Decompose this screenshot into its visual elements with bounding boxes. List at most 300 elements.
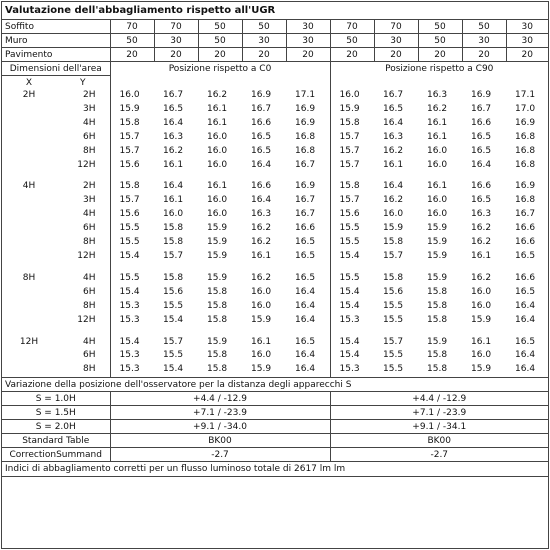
ugr-value-c0: 16.0 <box>119 90 140 100</box>
ugr-value-c0: 15.3 <box>119 300 140 311</box>
ugr-value-c90: 15.8 <box>339 117 360 128</box>
gap-cell <box>110 172 330 180</box>
ugr-value-c90: 15.9 <box>427 223 448 234</box>
ugr-value-c0: 15.8 <box>207 286 228 297</box>
y-dimension: 8H <box>56 363 110 377</box>
ugr-value-c90: 15.5 <box>383 314 404 325</box>
ugr-value-c0: 16.4 <box>286 349 330 363</box>
ugr-value-c0: 16.1 <box>251 250 272 261</box>
x-dimension <box>2 349 56 363</box>
y-dimension: 8H <box>56 236 110 250</box>
section-header <box>2 62 548 76</box>
x-label: X <box>25 77 33 88</box>
table-row <box>2 208 548 222</box>
ugr-value-c0: 15.4 <box>119 336 140 347</box>
ugr-value-c0: 16.1 <box>207 117 228 128</box>
table-row <box>2 300 548 314</box>
ugr-value-c0: 16.8 <box>286 145 330 159</box>
ugr-value-c0: 16.6 <box>251 181 272 192</box>
ugr-value-c90: 16.1 <box>427 181 448 192</box>
ugr-value-c0: 15.9 <box>207 336 228 347</box>
correction-summand-c0: -2.7 <box>110 448 330 462</box>
variation-c0: +7.1 / -23.9 <box>110 406 330 420</box>
reflectance-value: 70 <box>374 20 418 34</box>
reflectance-value: 50 <box>198 34 242 48</box>
ugr-value-c0: 16.6 <box>251 117 272 128</box>
reflectance-value: 50 <box>242 20 286 34</box>
reflectance-value: 50 <box>198 20 242 34</box>
ugr-value-c90: 15.8 <box>427 364 448 375</box>
ugr-value-c0: 16.5 <box>286 272 330 286</box>
variation-spacing: S = 1.5H <box>2 406 110 420</box>
ugr-value-c90: 16.5 <box>383 103 404 114</box>
ugr-value-c0: 16.4 <box>286 300 330 314</box>
ugr-value-c90: 15.7 <box>339 131 360 142</box>
ugr-value-c0: 16.4 <box>251 195 272 206</box>
ugr-value-c90: 15.4 <box>339 250 360 261</box>
ugr-value-c0: 15.6 <box>119 159 140 170</box>
ugr-value-c0: 15.4 <box>163 364 184 375</box>
reflectance-row <box>2 48 548 62</box>
standard-table-label: Standard Table <box>2 434 110 448</box>
y-dimension: 2H <box>56 180 110 194</box>
variation-row <box>2 392 548 406</box>
x-dimension: 12H <box>19 336 39 347</box>
ugr-value-c90: 16.2 <box>471 223 492 234</box>
gap-cell <box>56 264 110 272</box>
ugr-value-c0: 15.7 <box>163 336 184 347</box>
ugr-value-c0: 15.3 <box>119 350 140 361</box>
ugr-value-c0: 16.4 <box>251 159 272 170</box>
ugr-value-c90: 15.5 <box>339 223 360 234</box>
ugr-value-c0: 15.9 <box>207 250 228 261</box>
reflectance-value: 30 <box>506 20 548 34</box>
ugr-value-c90: 15.6 <box>339 209 360 220</box>
ugr-value-c90: 16.4 <box>515 364 536 375</box>
ugr-value-c0: 16.2 <box>207 90 228 100</box>
ugr-value-c90: 16.3 <box>471 209 492 220</box>
ugr-value-c0: 16.9 <box>286 117 330 131</box>
ugr-value-c0: 16.2 <box>251 237 272 248</box>
gap-cell <box>110 264 330 272</box>
ugr-value-c0: 15.8 <box>163 272 184 283</box>
x-dimension <box>2 103 56 117</box>
ugr-value-c90: 16.4 <box>383 117 404 128</box>
reflectance-value: 30 <box>462 34 506 48</box>
x-dimension <box>2 117 56 131</box>
ugr-value-c90: 16.8 <box>515 159 536 170</box>
ugr-value-c90: 15.5 <box>339 237 360 248</box>
ugr-value-c90: 15.7 <box>339 195 360 206</box>
variation-spacing: S = 2.0H <box>2 420 110 434</box>
group-gap <box>2 264 548 272</box>
ugr-value-c0: 15.8 <box>119 181 140 192</box>
correction-summand-c90: -2.7 <box>330 448 548 462</box>
ugr-value-c0: 16.8 <box>286 131 330 145</box>
ugr-value-c0: 15.3 <box>119 314 140 325</box>
x-dimension <box>2 208 56 222</box>
ugr-value-c90: 16.8 <box>515 145 536 156</box>
reflectance-value: 30 <box>506 34 548 48</box>
ugr-value-c90: 16.6 <box>515 223 536 234</box>
position-c0-label: Posizione rispetto a C0 <box>110 62 330 76</box>
y-dimension: 6H <box>56 349 110 363</box>
variation-row <box>2 406 548 420</box>
ugr-glare-table <box>1 1 549 549</box>
ugr-value-c90: 15.9 <box>383 223 404 234</box>
ugr-value-c0: 17.1 <box>286 89 330 103</box>
table-row <box>2 222 548 236</box>
variation-c90: +4.4 / -12.9 <box>330 392 548 406</box>
ugr-value-c90: 16.0 <box>339 90 360 100</box>
ugr-value-c0: 15.5 <box>119 237 140 248</box>
ugr-value-c0: 16.5 <box>286 250 330 264</box>
table-row <box>2 336 548 350</box>
ugr-value-c90: 16.4 <box>515 314 536 325</box>
x-dimension <box>2 131 56 145</box>
ugr-value-c0: 15.8 <box>207 314 228 325</box>
reflectance-value: 20 <box>286 48 330 62</box>
standard-table-row <box>2 434 548 448</box>
ugr-value-c90: 15.3 <box>339 364 360 375</box>
ugr-value-c90: 15.4 <box>339 350 360 361</box>
ugr-value-c90: 15.6 <box>383 286 404 297</box>
ugr-value-c90: 15.8 <box>427 286 448 297</box>
reflectance-value: 20 <box>418 48 462 62</box>
ugr-value-c90: 15.4 <box>339 336 360 347</box>
ugr-value-c0: 16.0 <box>207 145 228 156</box>
y-dimension: 4H <box>56 272 110 286</box>
gap-cell <box>330 172 548 180</box>
ugr-value-c0: 16.1 <box>163 195 184 206</box>
table-row <box>2 194 548 208</box>
reflectance-value: 20 <box>462 48 506 62</box>
table-row <box>2 89 548 103</box>
ugr-value-c0: 15.5 <box>163 350 184 361</box>
ugr-value-c0: 15.5 <box>119 223 140 234</box>
ugr-value-c90: 16.2 <box>383 145 404 156</box>
table-row <box>2 314 548 328</box>
reflectance-value: 50 <box>418 20 462 34</box>
ugr-value-c0: 15.9 <box>251 314 272 325</box>
ugr-value-c0: 15.9 <box>207 237 228 248</box>
ugr-value-c90: 15.8 <box>427 300 448 311</box>
table-row <box>2 117 548 131</box>
ugr-value-c0: 16.3 <box>163 131 184 142</box>
reflectance-value: 20 <box>154 48 198 62</box>
reflectance-value: 30 <box>242 34 286 48</box>
ugr-value-c90: 17.0 <box>515 103 536 114</box>
ugr-value-c0: 16.5 <box>251 131 272 142</box>
ugr-value-c90: 16.0 <box>427 159 448 170</box>
ugr-value-c90: 16.3 <box>383 131 404 142</box>
gap-cell <box>2 328 56 336</box>
ugr-value-c90: 15.9 <box>471 314 492 325</box>
x-dimension <box>2 363 56 377</box>
ugr-value-c0: 15.9 <box>207 272 228 283</box>
ugr-value-c90: 15.5 <box>339 272 360 283</box>
x-dimension <box>2 145 56 159</box>
ugr-value-c0: 16.0 <box>251 300 272 311</box>
ugr-value-c90: 16.5 <box>471 195 492 206</box>
ugr-value-c90: 15.9 <box>427 250 448 261</box>
ugr-value-c90: 15.7 <box>339 159 360 170</box>
ugr-value-c0: 16.4 <box>286 363 330 377</box>
ugr-value-c90: 15.7 <box>383 250 404 261</box>
ugr-value-c90: 16.3 <box>427 90 448 100</box>
reflectance-value: 20 <box>110 48 154 62</box>
ugr-value-c0: 16.5 <box>286 336 330 350</box>
footnote: Indici di abbagliamento corretti per un flusso luminoso totale di 2617 lm lm <box>2 462 548 477</box>
ugr-value-c90: 15.7 <box>383 336 404 347</box>
ugr-value-c90: 16.2 <box>471 272 492 283</box>
ugr-value-c90: 16.1 <box>427 117 448 128</box>
ugr-value-c0: 16.5 <box>286 236 330 250</box>
ugr-value-c90: 16.2 <box>383 195 404 206</box>
gap-cell <box>2 264 56 272</box>
reflectance-value: 30 <box>286 20 330 34</box>
table-row <box>2 145 548 159</box>
y-dimension: 6H <box>56 131 110 145</box>
reflectance-value: 20 <box>506 48 548 62</box>
ugr-value-c90: 16.4 <box>515 350 536 361</box>
table-row <box>2 250 548 264</box>
ugr-value-c90: 15.8 <box>339 181 360 192</box>
gap-cell <box>330 328 548 336</box>
ugr-value-c90: 16.8 <box>515 131 536 142</box>
ugr-value-c0: 15.8 <box>163 237 184 248</box>
ugr-value-c0: 15.7 <box>119 131 140 142</box>
ugr-value-c90: 15.5 <box>383 364 404 375</box>
reflectance-value: 20 <box>198 48 242 62</box>
ugr-value-c90: 16.5 <box>515 286 536 297</box>
ugr-value-c0: 16.5 <box>163 103 184 114</box>
ugr-value-c90: 15.9 <box>339 103 360 114</box>
table-row <box>2 286 548 300</box>
ugr-value-c0: 16.2 <box>251 223 272 234</box>
ugr-value-c0: 15.4 <box>163 314 184 325</box>
ugr-value-c90: 15.8 <box>383 272 404 283</box>
area-dimensions-label: Dimensioni dell'area <box>2 62 110 76</box>
x-dimension <box>2 159 56 173</box>
ugr-value-c0: 16.4 <box>163 181 184 192</box>
ugr-value-c0: 15.3 <box>119 364 140 375</box>
table-row <box>2 131 548 145</box>
y-dimension: 2H <box>56 89 110 103</box>
correction-summand-row <box>2 448 548 462</box>
reflectance-value: 50 <box>330 34 374 48</box>
y-dimension: 8H <box>56 300 110 314</box>
reflectance-value: 70 <box>330 20 374 34</box>
standard-table-c90: BK00 <box>330 434 548 448</box>
y-dimension: 4H <box>56 208 110 222</box>
ugr-value-c90: 16.0 <box>471 300 492 311</box>
ugr-value-c90: 17.1 <box>515 90 536 100</box>
reflectance-value: 20 <box>242 48 286 62</box>
table-row <box>2 159 548 173</box>
y-dimension: 12H <box>56 159 110 173</box>
ugr-value-c90: 16.6 <box>471 117 492 128</box>
ugr-value-c90: 15.5 <box>383 300 404 311</box>
y-dimension: 8H <box>56 145 110 159</box>
ugr-value-c0: 15.6 <box>163 286 184 297</box>
x-dimension <box>2 236 56 250</box>
ugr-value-c90: 16.7 <box>471 103 492 114</box>
standard-table-c0: BK00 <box>110 434 330 448</box>
ugr-value-c0: 16.7 <box>251 103 272 114</box>
table-row <box>2 103 548 117</box>
ugr-value-c0: 16.5 <box>251 145 272 156</box>
table-row <box>2 272 548 286</box>
x-dimension <box>2 222 56 236</box>
ugr-value-c90: 16.7 <box>515 209 536 220</box>
variation-c90: +9.1 / -34.1 <box>330 420 548 434</box>
ugr-value-c0: 16.2 <box>251 272 272 283</box>
y-dimension: 4H <box>56 336 110 350</box>
variation-header <box>2 378 548 392</box>
variation-c90: +7.1 / -23.9 <box>330 406 548 420</box>
ugr-value-c0: 15.4 <box>119 286 140 297</box>
y-dimension: 12H <box>56 250 110 264</box>
ugr-value-c90: 16.4 <box>383 181 404 192</box>
gap-cell <box>110 328 330 336</box>
x-dimension: 4H <box>22 181 36 192</box>
reflectance-value: 70 <box>110 20 154 34</box>
ugr-value-c90: 16.0 <box>427 209 448 220</box>
reflectance-value: 20 <box>330 48 374 62</box>
ugr-value-c0: 16.0 <box>207 131 228 142</box>
y-dimension: 4H <box>56 117 110 131</box>
gap-cell <box>330 264 548 272</box>
ugr-value-c0: 16.0 <box>251 286 272 297</box>
ugr-value-c0: 16.1 <box>207 181 228 192</box>
ugr-value-c90: 15.8 <box>383 237 404 248</box>
reflectance-value: 20 <box>374 48 418 62</box>
ugr-value-c0: 15.8 <box>207 364 228 375</box>
ugr-value-c90: 15.3 <box>339 314 360 325</box>
ugr-value-c0: 16.9 <box>286 180 330 194</box>
x-dimension: 2H <box>22 90 36 100</box>
ugr-value-c90: 16.0 <box>427 195 448 206</box>
reflectance-value: 50 <box>462 20 506 34</box>
ugr-value-c0: 16.7 <box>286 194 330 208</box>
x-dimension <box>2 250 56 264</box>
reflectance-row <box>2 20 548 34</box>
ugr-value-c0: 16.4 <box>286 286 330 300</box>
ugr-value-c0: 16.4 <box>286 314 330 328</box>
ugr-value-c90: 16.5 <box>471 131 492 142</box>
x-dimension: 8H <box>22 272 36 283</box>
ugr-value-c0: 15.9 <box>119 103 140 114</box>
reflectance-label: Soffito <box>2 20 110 34</box>
xy-spacer-c0 <box>110 76 330 90</box>
ugr-value-c0: 16.0 <box>207 159 228 170</box>
ugr-value-c0: 15.9 <box>251 364 272 375</box>
ugr-value-c90: 16.0 <box>471 286 492 297</box>
table-title: Valutazione dell'abbagliamento rispetto all'UGR <box>2 2 548 20</box>
ugr-value-c90: 16.4 <box>471 159 492 170</box>
variation-spacing: S = 1.0H <box>2 392 110 406</box>
variation-row <box>2 420 548 434</box>
reflectance-value: 50 <box>418 34 462 48</box>
correction-summand-label: CorrectionSummand <box>2 448 110 462</box>
ugr-value-c90: 16.2 <box>471 237 492 248</box>
ugr-value-c0: 15.6 <box>119 209 140 220</box>
ugr-value-c90: 16.1 <box>471 336 492 347</box>
ugr-value-c90: 15.4 <box>339 300 360 311</box>
ugr-value-c0: 16.7 <box>286 208 330 222</box>
ugr-value-c0: 16.3 <box>251 209 272 220</box>
ugr-value-c90: 15.8 <box>427 350 448 361</box>
reflectance-label: Muro <box>2 34 110 48</box>
y-dimension: 6H <box>56 286 110 300</box>
reflectance-value: 30 <box>286 34 330 48</box>
xy-header <box>2 76 548 90</box>
ugr-value-c90: 15.9 <box>427 336 448 347</box>
ugr-value-c90: 16.6 <box>515 237 536 248</box>
ugr-value-c0: 15.8 <box>207 350 228 361</box>
ugr-value-c0: 15.8 <box>207 300 228 311</box>
ugr-value-c90: 16.1 <box>471 250 492 261</box>
ugr-value-c90: 15.7 <box>339 145 360 156</box>
ugr-value-c90: 16.9 <box>471 90 492 100</box>
ugr-value-c0: 16.0 <box>207 195 228 206</box>
ugr-value-c0: 15.5 <box>119 272 140 283</box>
gap-cell <box>2 172 56 180</box>
ugr-value-c0: 15.5 <box>163 300 184 311</box>
variation-c0: +9.1 / -34.0 <box>110 420 330 434</box>
variation-c0: +4.4 / -12.9 <box>110 392 330 406</box>
ugr-value-c90: 15.4 <box>339 286 360 297</box>
ugr-value-c90: 16.5 <box>515 336 536 347</box>
ugr-value-c0: 16.1 <box>163 159 184 170</box>
y-dimension: 3H <box>56 194 110 208</box>
ugr-value-c90: 16.6 <box>471 181 492 192</box>
ugr-value-c0: 15.8 <box>119 117 140 128</box>
gap-cell <box>56 172 110 180</box>
ugr-value-c90: 16.0 <box>427 145 448 156</box>
ugr-value-c90: 15.5 <box>383 350 404 361</box>
y-dimension: 3H <box>56 103 110 117</box>
y-dimension: 12H <box>56 314 110 328</box>
ugr-value-c0: 16.6 <box>286 222 330 236</box>
ugr-value-c0: 15.7 <box>119 145 140 156</box>
ugr-value-c90: 16.0 <box>383 209 404 220</box>
ugr-value-c90: 16.1 <box>383 159 404 170</box>
ugr-value-c0: 16.0 <box>163 209 184 220</box>
ugr-value-c0: 16.2 <box>163 145 184 156</box>
table-row <box>2 236 548 250</box>
ugr-table <box>2 2 548 477</box>
ugr-value-c90: 16.6 <box>515 272 536 283</box>
ugr-value-c0: 16.1 <box>207 103 228 114</box>
x-dimension <box>2 314 56 328</box>
table-row <box>2 180 548 194</box>
group-gap <box>2 172 548 180</box>
table-row <box>2 363 548 377</box>
ugr-value-c0: 16.9 <box>251 90 272 100</box>
ugr-value-c90: 16.9 <box>515 117 536 128</box>
variation-label: Variazione della posizione dell'osservatore per la distanza degli apparecchi S <box>2 378 548 392</box>
ugr-value-c90: 16.8 <box>515 195 536 206</box>
x-dimension <box>2 286 56 300</box>
reflectance-value: 70 <box>154 20 198 34</box>
reflectance-label: Pavimento <box>2 48 110 62</box>
x-dimension <box>2 194 56 208</box>
ugr-value-c90: 15.9 <box>471 364 492 375</box>
ugr-value-c0: 15.7 <box>163 250 184 261</box>
ugr-value-c90: 16.9 <box>515 181 536 192</box>
